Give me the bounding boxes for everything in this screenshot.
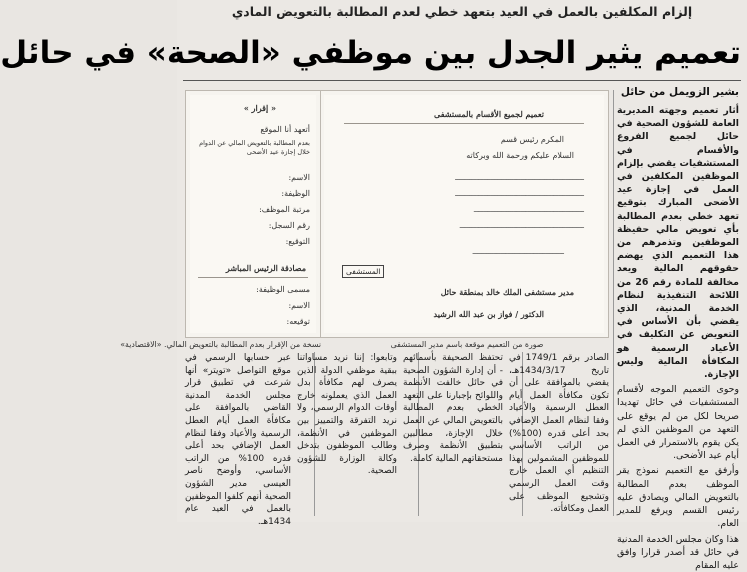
pledge-field-rank: مرتبة الموظف:: [259, 205, 310, 214]
circular-header: تعميم لجميع الأقسام بالمستشفى: [434, 109, 544, 119]
column-separator: [613, 90, 614, 516]
circular-stamp: المستشفى: [342, 265, 384, 278]
body-column-1: الصادر برقم 1749/1 في تاريخ 1434/3/17هـ، يقضي بالموافقة على أن تكون مكافأة العمل أيام العطل الرسمية والأعياد وفقا لنظام العمل الإضافي بحد أعلى قدره (100%) من الراتب الأساسي للموظفين المشمولين بهذا التنظيم أي العمل خارج وقت العمل الرسمي وتشجيع الموظف على العمل ومكافأته.: [509, 352, 609, 518]
article-headline: تعميم يثير الجدل بين موظفي «الصحة» في حائل: [183, 30, 741, 76]
pledge-field-signature: التوقيع:: [286, 237, 310, 246]
pledge-sheet: [190, 95, 316, 333]
circular-text-line-4: ـــــــــــــــــــــــــــــــــــــــــــــــــــــ: [460, 221, 584, 230]
pledge-line-2: بعدم المطالبة بالتعويض المالي عن الدوام خلال إجازة عيد الأضحى: [192, 139, 310, 157]
pledge-section-rule: [198, 277, 308, 278]
pledge-title: « إقرار »: [244, 103, 276, 113]
circular-text-line-3: ـــــــــــــــــــــــــــــــــــــــــــــــ: [474, 205, 584, 214]
right-column: [617, 104, 739, 516]
right-paragraph-2: وحوى التعميم الموجه لأقسام المستشفيات في حائل تهديدا صريحا لكل من لم يوقع على التعهد من الموظفين الذي لم يكن يقوم بالاستمرار في العمل أيام عيد الأضحى.: [617, 383, 739, 462]
pledge-line-1: أتعهد أنا الموقع: [260, 125, 310, 134]
pledge-section-title: مصادقة الرئيس المباشر: [226, 263, 306, 273]
pledge-manager-job: مسمى الوظيفة:: [256, 285, 310, 294]
right-paragraph-3: وأرفق مع التعميم نموذج يقر الموظف بعدم المطالبة بالتعويض المالي ويصادق عليه رئيس القسم ويرفع للمدير العام.: [617, 464, 739, 530]
right-paragraph-4: هذا وكان مجلس الخدمة المدنية في حائل قد أصدر قرارا وافق عليه المقام: [617, 533, 739, 572]
pledge-field-record: رقم السجل:: [269, 221, 310, 230]
headline-divider: [183, 80, 741, 81]
circular-rule: [344, 123, 584, 124]
circular-photo: [319, 90, 609, 338]
circular-signature-title: مدير مستشفى الملك خالد بمنطقة حائل: [441, 287, 574, 297]
circular-salutation: المكرم رئيس قسم: [501, 135, 564, 144]
pledge-form-photo: [185, 90, 321, 338]
newspaper-page: [177, 0, 747, 522]
body-column-3: وتابعوا: إننا نريد مساواتنا ببقية موظفي الدولة الذين يصرف لهم مكافأة بدل العمل الذي يعملونه خارج أوقات الدوام الرسمي، ولا نريد التفرقة والتمييز بين الموظفين في الأنظمة، وطالب الموظفون بتدخل وكالة الوزارة للشؤون الصحية.: [297, 352, 397, 518]
circular-greeting: السلام عليكم ورحمة الله وبركاته: [466, 151, 574, 160]
circular-caption: صورة من التعميم موقعة باسم مدير المستشفى: [327, 340, 607, 349]
circular-signature-name: الدكتور / فواز بن عبد الله الرشيد: [434, 309, 544, 319]
circular-text-line-5: ـــــــــــــــــــــــــــــــــــــــ: [473, 247, 564, 256]
article-kicker: إلزام المكلفين بالعمل في العيد بتعهد خطي لعدم المطالبة بالتعويض المادي: [185, 4, 739, 19]
body-column-2: تحتفظ الصحيفة بأسمائهم - أن إدارة الشؤون الصحية في حائل خالفت الأنظمة واللوائح بإجبارنا على التعهد الخطي بعدم المطالبة بالتعويض المالي عن العمل خلال الإجازة، مطالبين بتطبيق الأنظمة وصرف مستحقاتهم المالية كاملة.: [403, 352, 503, 518]
pledge-field-name: الاسم:: [288, 173, 310, 182]
pledge-caption: نسخة من الإقرار بعدم المطالبة بالتعويض المالي. «الاقتصادية»: [185, 340, 321, 349]
right-paragraph-1: أثار تعميم وجهته المديرية العامة للشؤون الصحية في حائل لجميع الفروع والأقسام في المستشفيات يقضي بإلزام الموظفين المكلفين في العمل في إجازة عيد الأضحى المبارك بتوقيع تعهد خطي بعدم المطالبة بأي تعويض مالي حفيظة الموظفين وتذمرهم من هذا التعميم الذي يهضم حقوقهم المالية ويعد مخالفة للمادة رقم 26 من اللائحة التنفيذية لنظام الخدمة المدنية، الذي يقضي بأن الأساس في التعويض عن التكليف في الأعياد الرسمية هو المكافأة المالية وليس الإجازة.: [617, 104, 739, 381]
article-byline: بشير الزويمل من حائل: [617, 86, 739, 98]
circular-text-line-1: ـــــــــــــــــــــــــــــــــــــــــــــــــــــــ: [455, 173, 584, 182]
circular-text-line-2: ـــــــــــــــــــــــــــــــــــــــــــــــــــــــ: [455, 189, 584, 198]
pledge-field-job: الوظيفة:: [281, 189, 310, 198]
pledge-manager-name: الاسم:: [288, 301, 310, 310]
pledge-manager-signature: توقيعه:: [287, 317, 310, 326]
circular-sheet: [324, 95, 604, 333]
body-column-4: عبر حسابها الرسمي في موقع التواصل «تويتر» أنها شرعت في تطبيق قرار مجلس الخدمة المدنية القاضي بالموافقة على مكافأة العمل أيام العطل الرسمية والأعياد وفقا لنظام العمل الإضافي بحد أعلى قدره 100% من الراتب الأساسي، وأوضح ناصر العيسى مدير الشؤون الصحية أنهم كلفوا الموظفين بالعمل في العيد عام 1434هـ.: [185, 352, 291, 518]
